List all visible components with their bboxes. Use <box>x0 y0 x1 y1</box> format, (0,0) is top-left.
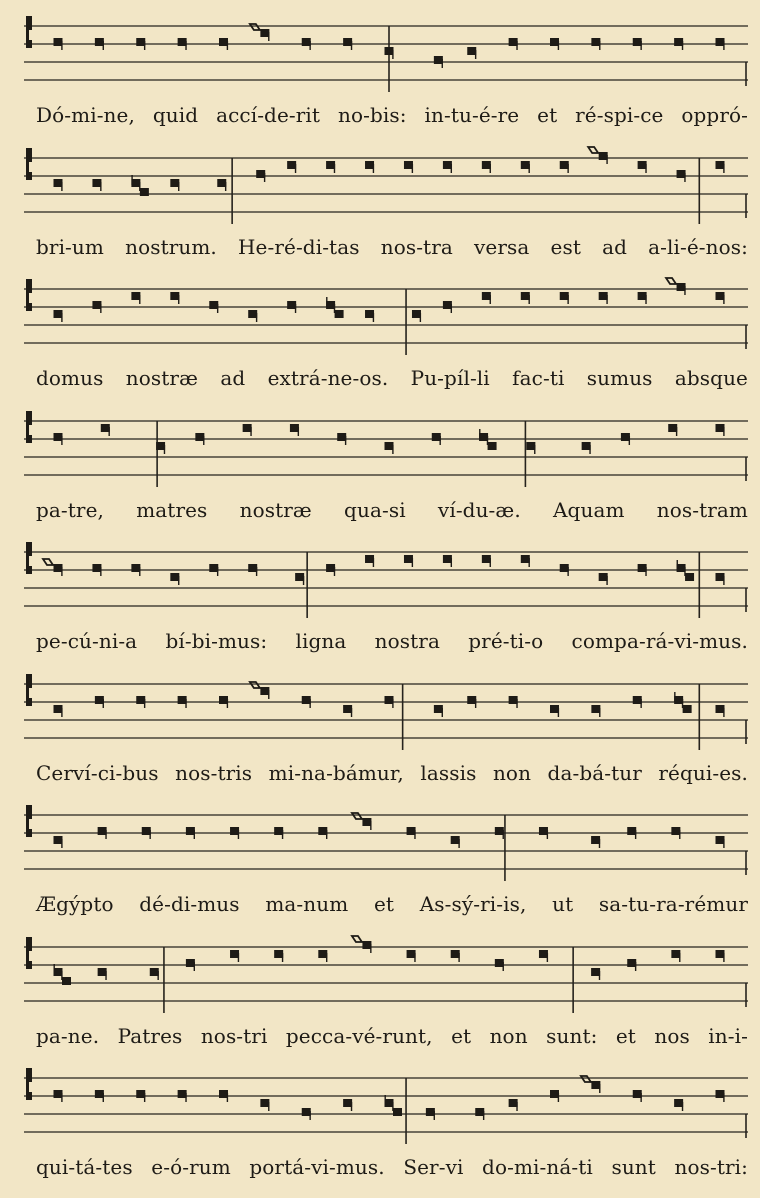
neume <box>92 179 101 191</box>
neume <box>591 836 600 848</box>
lyric-line: qui-tá-tes e-ó-rum portá-vi-mus. Ser-vi do-mi-ná-ti sunt nos-tri: <box>36 1155 748 1179</box>
neume <box>716 836 725 848</box>
neume <box>521 292 530 304</box>
staff <box>0 273 760 363</box>
neume <box>674 1099 683 1111</box>
neume <box>287 301 296 313</box>
neume <box>136 1090 145 1102</box>
neume <box>539 950 548 962</box>
neume <box>521 161 530 173</box>
staff <box>0 799 760 889</box>
neume <box>95 38 104 50</box>
neume <box>295 573 304 585</box>
neume <box>432 433 441 445</box>
chant-system <box>0 536 760 666</box>
neume <box>671 950 680 962</box>
neume <box>230 827 239 839</box>
neume <box>54 179 63 191</box>
lyric-line: Dó-mi-ne, quid accí-de-rit no-bis: in-tu-é-re et ré-spi-ce oppró- <box>36 103 748 127</box>
neume <box>467 47 476 59</box>
neume <box>326 161 335 173</box>
neume <box>54 964 72 985</box>
neume <box>217 179 226 191</box>
neume <box>98 968 107 980</box>
neume <box>638 564 647 576</box>
neume <box>54 310 63 322</box>
neume <box>150 968 159 980</box>
neume <box>467 696 476 708</box>
neume <box>475 1108 484 1120</box>
neume <box>302 1108 311 1120</box>
neume <box>550 705 559 717</box>
neume <box>671 827 680 839</box>
chant-system <box>0 1062 760 1192</box>
neume <box>716 950 725 962</box>
neume <box>482 555 491 567</box>
neume <box>482 161 491 173</box>
neume <box>178 696 187 708</box>
neume <box>101 424 110 436</box>
neume <box>195 433 204 445</box>
neume <box>560 161 569 173</box>
staff <box>0 931 760 1021</box>
do-clef-icon <box>26 542 32 574</box>
staff <box>0 1062 760 1152</box>
neume <box>92 564 101 576</box>
do-clef-icon <box>26 148 32 180</box>
neume <box>509 38 518 50</box>
neume <box>591 705 600 717</box>
neume <box>451 836 460 848</box>
do-clef-icon <box>26 279 32 311</box>
staff <box>0 668 760 758</box>
neume <box>343 38 352 50</box>
neume <box>451 950 460 962</box>
neume <box>248 564 257 576</box>
neume <box>43 559 63 576</box>
neume <box>677 170 686 182</box>
chant-system <box>0 405 760 535</box>
neume <box>352 936 372 953</box>
neume <box>219 1090 228 1102</box>
neume <box>95 696 104 708</box>
lyric-line: pa-tre, matres nostræ qua-si ví-du-æ. Aquam nos-tram <box>36 497 748 522</box>
neume <box>627 827 636 839</box>
neume <box>550 1090 559 1102</box>
do-clef-icon <box>26 16 32 48</box>
neume <box>219 38 228 50</box>
neume <box>131 564 140 576</box>
lyric-line: Cerví-ci-bus nos-tris mi-na-bámur, lassis non da-bá-tur réqui-es. <box>36 760 748 785</box>
neume <box>54 38 63 50</box>
neume <box>434 705 443 717</box>
staff <box>0 10 760 100</box>
lyric-line: pe-cú-ni-a bí-bi-mus: ligna nostra pré-ti-o compa-rá-vi-mus. <box>36 629 748 653</box>
lyric-line: domus nostræ ad extrá-ne-os. Pu-píl-li fac-ti sumus absque <box>36 366 748 390</box>
neume <box>92 301 101 313</box>
neume <box>591 38 600 50</box>
chant-system <box>0 10 760 140</box>
neume <box>54 433 63 445</box>
neume <box>343 705 352 717</box>
neume <box>131 175 149 196</box>
neume <box>318 827 327 839</box>
neume <box>426 1108 435 1120</box>
chant-system <box>0 931 760 1061</box>
neume <box>318 950 327 962</box>
neume <box>131 292 140 304</box>
neume <box>407 827 416 839</box>
staff <box>0 536 760 626</box>
neume <box>550 38 559 50</box>
neume <box>668 424 677 436</box>
chant-system <box>0 799 760 929</box>
neume <box>326 564 335 576</box>
chant-system <box>0 668 760 798</box>
neume <box>633 1090 642 1102</box>
staff <box>0 405 760 495</box>
neume <box>337 433 346 445</box>
neume <box>302 38 311 50</box>
neume <box>186 959 195 971</box>
lyric-line: bri-um nostrum. He-ré-di-tas nos-tra versa est ad a-li-é-nos: <box>36 234 748 259</box>
neume <box>716 292 725 304</box>
neume <box>142 827 151 839</box>
lyric-line: Ægýpto dé-di-mus ma-num et As-sý-ri-is, ut sa-tu-ra-rémur <box>36 892 748 916</box>
neume <box>256 170 265 182</box>
neume <box>509 1099 518 1111</box>
do-clef-icon <box>26 805 32 837</box>
neume <box>54 705 63 717</box>
do-clef-icon <box>26 674 32 706</box>
neume <box>274 950 283 962</box>
neume <box>560 292 569 304</box>
neume <box>582 442 591 454</box>
neume <box>599 573 608 585</box>
neume <box>560 564 569 576</box>
neume <box>443 161 452 173</box>
neume <box>443 555 452 567</box>
neume <box>482 292 491 304</box>
staff <box>0 142 760 232</box>
neume <box>170 179 179 191</box>
neume <box>95 1090 104 1102</box>
neume <box>365 555 374 567</box>
chant-system <box>0 273 760 403</box>
neume <box>260 1099 269 1111</box>
neume <box>591 968 600 980</box>
do-clef-icon <box>26 411 32 443</box>
neume <box>495 959 504 971</box>
neume <box>54 836 63 848</box>
neume <box>209 301 218 313</box>
neume <box>495 827 504 839</box>
neume <box>302 696 311 708</box>
neume <box>539 827 548 839</box>
neume <box>666 278 686 295</box>
neume <box>219 696 228 708</box>
neume <box>170 292 179 304</box>
neume <box>509 696 518 708</box>
neume <box>407 950 416 962</box>
neume <box>638 292 647 304</box>
neume <box>290 424 299 436</box>
neume <box>248 310 257 322</box>
chant-system <box>0 142 760 272</box>
neume <box>178 38 187 50</box>
neume <box>136 38 145 50</box>
neume <box>98 827 107 839</box>
neume <box>274 827 283 839</box>
neume <box>243 424 252 436</box>
neume <box>633 696 642 708</box>
neume <box>385 442 394 454</box>
neume <box>716 38 725 50</box>
neume <box>638 161 647 173</box>
neume <box>343 1099 352 1111</box>
neume <box>230 950 239 962</box>
neume <box>434 56 443 68</box>
neume <box>526 442 535 454</box>
do-clef-icon <box>26 1068 32 1100</box>
neume <box>404 555 413 567</box>
neume <box>716 1090 725 1102</box>
neume <box>136 696 145 708</box>
neume <box>627 959 636 971</box>
neume <box>716 573 725 585</box>
do-clef-icon <box>26 937 32 969</box>
neume <box>716 424 725 436</box>
neume <box>385 696 394 708</box>
neume <box>170 573 179 585</box>
neume <box>716 161 725 173</box>
neume <box>365 310 374 322</box>
neume <box>443 301 452 313</box>
neume <box>287 161 296 173</box>
neume <box>54 1090 63 1102</box>
neume <box>385 1095 403 1116</box>
neume <box>588 147 608 164</box>
neume <box>521 555 530 567</box>
neume <box>365 161 374 173</box>
neume <box>209 564 218 576</box>
neume <box>404 161 413 173</box>
lyric-line: pa-ne. Patres nos-tri pecca-vé-runt, et non sunt: et nos in-i- <box>36 1023 748 1048</box>
neume <box>674 38 683 50</box>
neume <box>621 433 630 445</box>
neume <box>599 292 608 304</box>
neume <box>178 1090 187 1102</box>
neume <box>716 705 725 717</box>
neume <box>412 310 421 322</box>
neume <box>186 827 195 839</box>
neume <box>633 38 642 50</box>
